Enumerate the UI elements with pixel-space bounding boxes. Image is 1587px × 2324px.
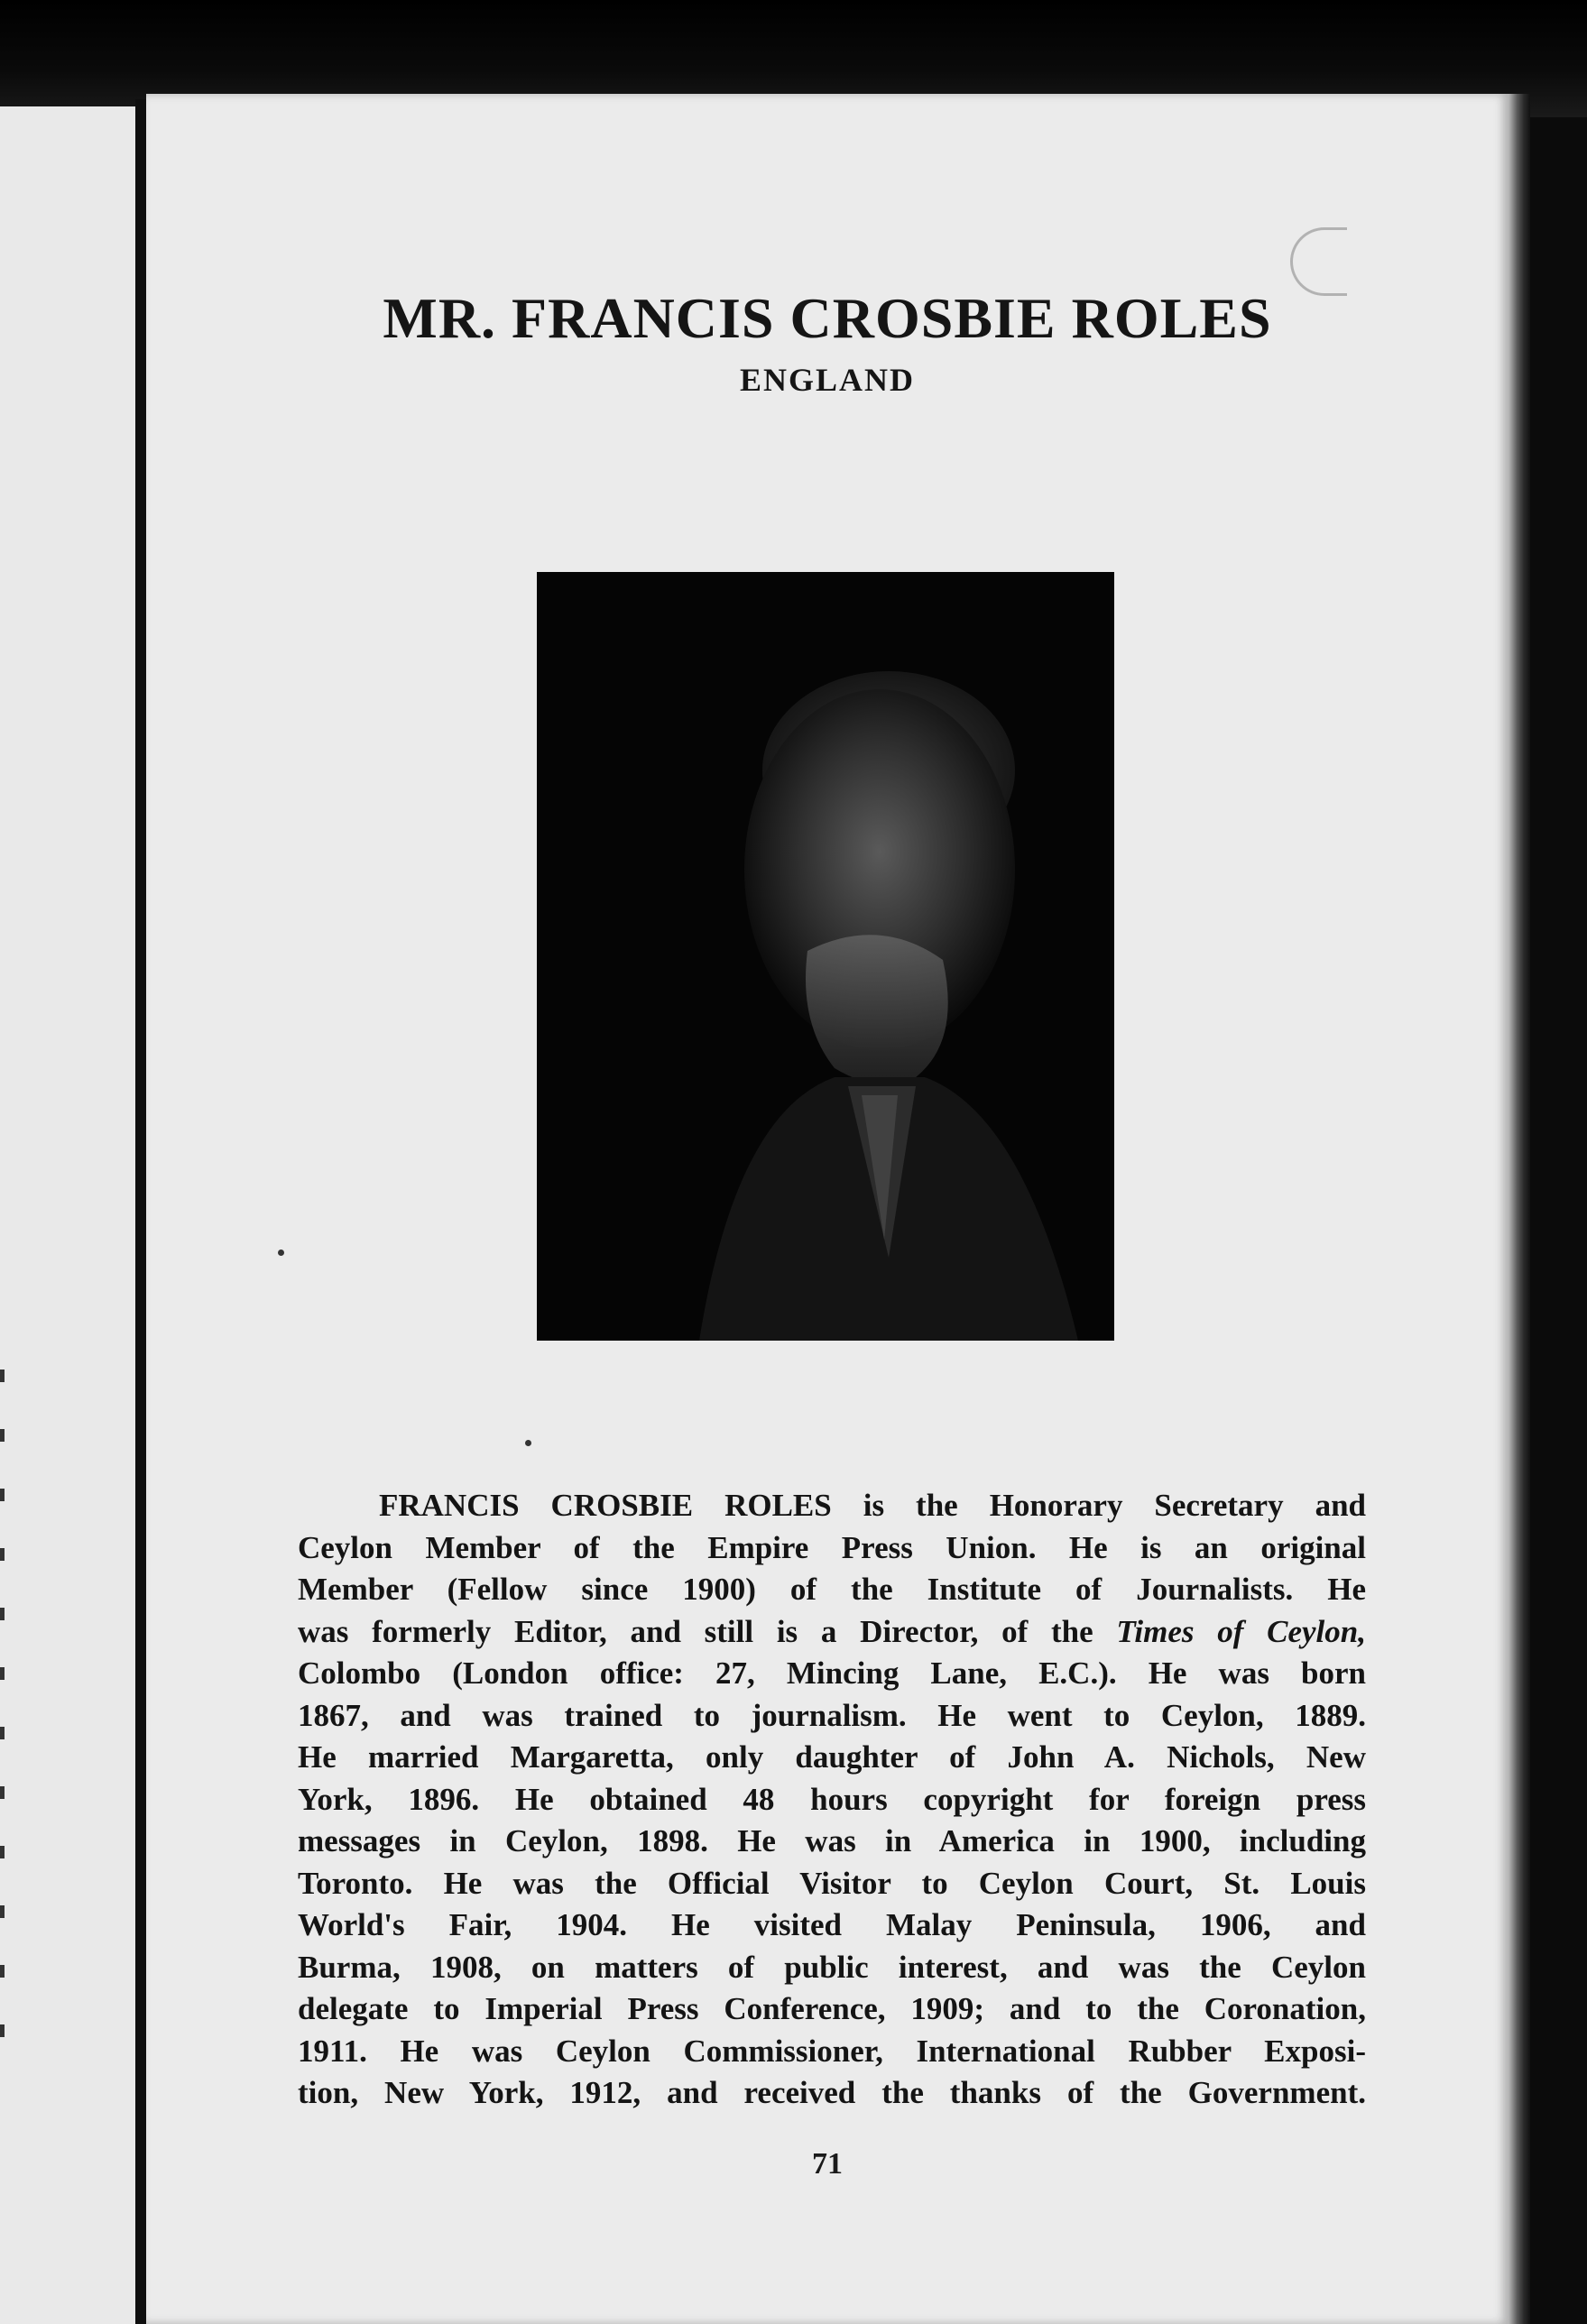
left-page-margin-marks xyxy=(0,1370,7,2181)
text-line-5: Colombo (London office: 27, Mincing Lane, E.C.). He was born xyxy=(298,1655,1366,1691)
text-line-8: York, 1896. He obtained 48 hours copyright for foreign press xyxy=(298,1781,1366,1817)
subject-name: FRANCIS CROSBIE ROLES xyxy=(379,1488,832,1523)
biography-text xyxy=(298,1485,1366,2115)
text-line-15: tion, New York, 1912, and received the thanks of the Government. xyxy=(298,2075,1366,2110)
page-subtitle: ENGLAND xyxy=(739,362,916,398)
text-line-4-start: was formerly Editor, and still is a Director, of the xyxy=(298,1613,1117,1649)
stray-mark xyxy=(525,1440,531,1446)
text-line-13: delegate to Imperial Press Conference, 1909; and to the Coronation, xyxy=(298,1991,1366,2026)
text-line-4 xyxy=(298,1611,1366,1654)
stray-mark xyxy=(278,1250,284,1256)
page-edge-shadow xyxy=(1509,94,1530,2324)
portrait-photo xyxy=(537,572,1114,1341)
text-line-14: 1911. He was Ceylon Commissioner, International Rubber Exposi- xyxy=(298,2033,1366,2069)
text-line-1-rest: is the Honorary Secretary and xyxy=(831,1488,1367,1523)
page-title: MR. FRANCIS CROSBIE ROLES xyxy=(383,286,1272,350)
left-page-edge xyxy=(0,106,135,2324)
text-line-6: 1867, and was trained to journalism. He went to Ceylon, 1889. xyxy=(298,1697,1366,1733)
newspaper-title: Times of Ceylon, xyxy=(1116,1613,1366,1649)
portrait-image xyxy=(537,572,1114,1341)
text-line-12: Burma, 1908, on matters of public interest, and was the Ceylon xyxy=(298,1949,1366,1985)
text-line-11: World's Fair, 1904. He visited Malay Peninsula, 1906, and xyxy=(298,1907,1366,1942)
text-line-10: Toronto. He was the Official Visitor to Ceylon Court, St. Louis xyxy=(298,1865,1366,1901)
book-binding xyxy=(135,99,146,2324)
text-line-3: Member (Fellow since 1900) of the Institute of Journalists. He xyxy=(298,1572,1366,1607)
text-line-9: messages in Ceylon, 1898. He was in America in 1900, including xyxy=(298,1823,1366,1858)
text-line-1 xyxy=(298,1485,1366,1527)
text-line-2: Ceylon Member of the Empire Press Union. He is an original xyxy=(298,1529,1366,1565)
text-line-7: He married Margaretta, only daughter of John A. Nichols, New xyxy=(298,1739,1366,1775)
page-number: 71 xyxy=(812,2147,843,2181)
